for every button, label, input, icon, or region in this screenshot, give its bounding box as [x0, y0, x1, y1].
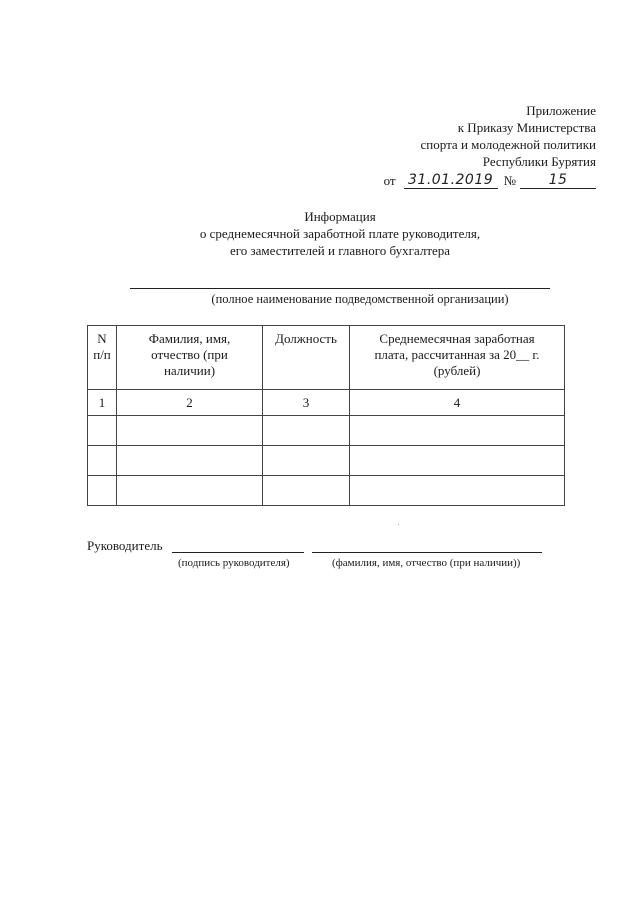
column-number: 3 [263, 390, 350, 416]
header-number-line-1: N [97, 331, 107, 346]
header-salary-line-1: Среднемесячная заработная [379, 331, 535, 346]
table-cell[interactable] [350, 476, 565, 506]
header-full-name [117, 326, 263, 390]
table-cell[interactable] [117, 446, 263, 476]
column-number: 1 [88, 390, 117, 416]
republic-name: Республики Бурятия [482, 154, 596, 169]
column-number-row [88, 390, 565, 416]
header-number [88, 326, 117, 390]
table-cell[interactable] [117, 476, 263, 506]
header-full-name-line-1: Фамилия, имя, [148, 331, 231, 346]
number-label: № [503, 173, 516, 188]
table-cell[interactable] [88, 476, 117, 506]
name-caption: (фамилия, имя, отчество (при наличии)) [332, 557, 521, 569]
organization-caption: (полное наименование подведомственной организации) [211, 292, 509, 306]
table-cell[interactable] [350, 446, 565, 476]
document-subtitle-1: о среднемесячной заработной плате руководителя, [199, 226, 481, 241]
signature-label: Руководитель [87, 538, 163, 553]
table-cell[interactable] [263, 476, 350, 506]
order-reference: к Приказу Министерства [457, 120, 596, 135]
order-date-number [384, 172, 596, 189]
table-row [88, 446, 565, 476]
table-row [88, 416, 565, 446]
table-cell[interactable] [88, 446, 117, 476]
order-number: 15 [520, 172, 596, 189]
table-cell[interactable] [263, 446, 350, 476]
table-cell[interactable] [350, 416, 565, 446]
header-position [263, 326, 350, 390]
order-date: 31.01.2019 [404, 172, 498, 189]
name-line[interactable] [312, 552, 542, 553]
header-average-salary [350, 326, 565, 390]
signature-caption: (подпись руководителя) [178, 557, 290, 569]
table-row [88, 476, 565, 506]
column-number: 4 [350, 390, 565, 416]
signature-line[interactable] [172, 552, 304, 553]
scan-speck [398, 524, 399, 525]
document-subtitle-2: его заместителей и главного бухгалтера [229, 243, 451, 258]
appendix-label: Приложение [526, 103, 596, 118]
header-salary-line-3: (рублей) [433, 363, 481, 378]
table-cell[interactable] [263, 416, 350, 446]
header-full-name-line-3: наличии) [163, 363, 216, 378]
table-cell[interactable] [88, 416, 117, 446]
table-cell[interactable] [117, 416, 263, 446]
document-title: Информация [304, 209, 376, 224]
salary-table [87, 325, 565, 506]
header-number-line-2: п/п [93, 347, 111, 362]
header-salary-line-2: плата, рассчитанная за 20__ г. [374, 347, 540, 362]
header-position-line-1: Должность [275, 331, 337, 346]
table-header-row [88, 326, 565, 390]
ministry-name: спорта и молодежной политики [420, 137, 596, 152]
date-prefix: от [383, 173, 396, 188]
column-number: 2 [117, 390, 263, 416]
header-full-name-line-2: отчество (при [151, 347, 228, 362]
organization-name-line [130, 288, 550, 289]
